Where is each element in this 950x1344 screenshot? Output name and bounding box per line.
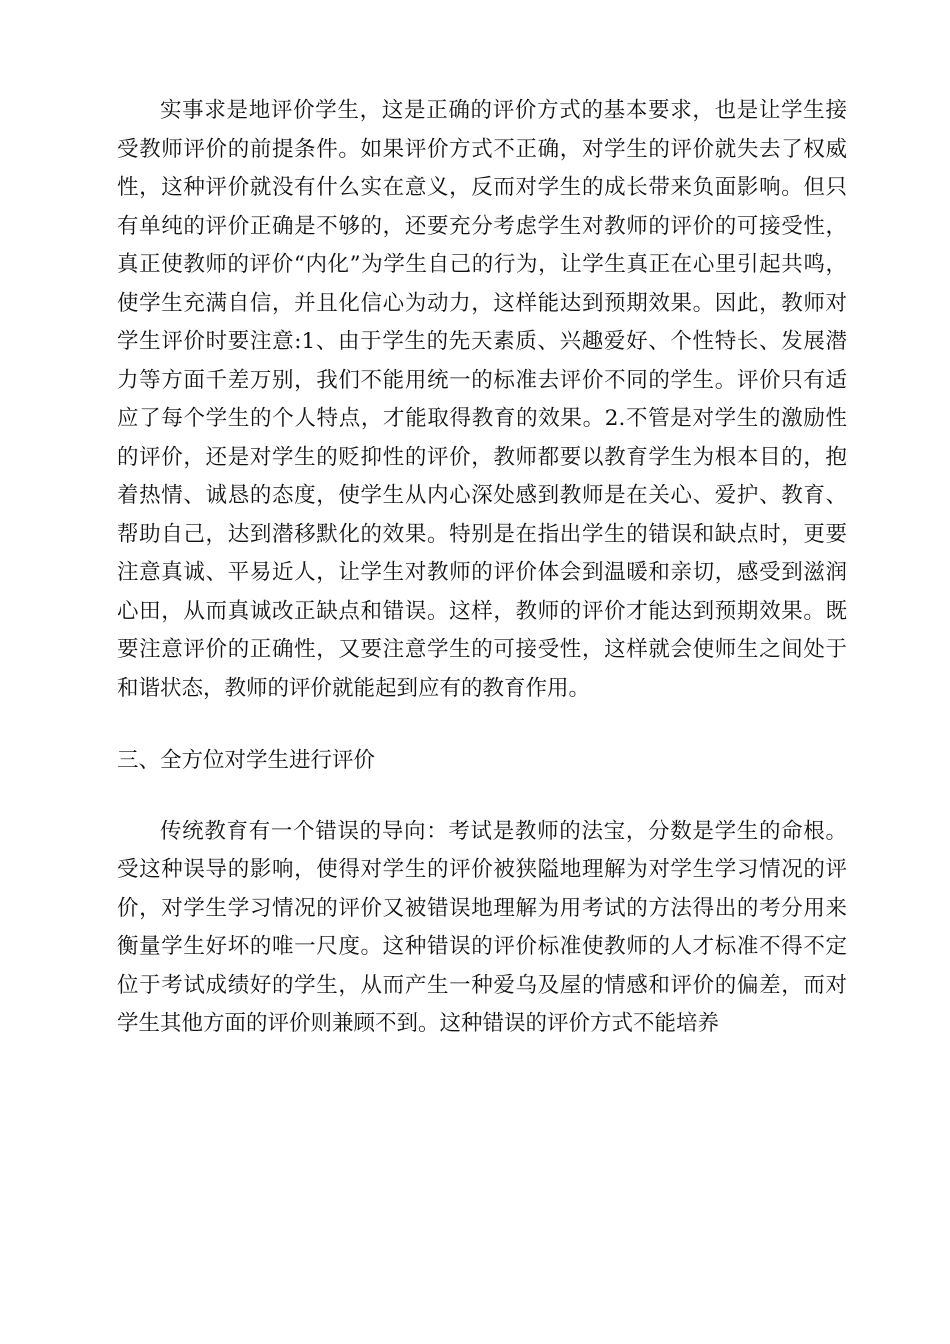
document-body	[117, 92, 847, 1044]
section-heading: 三、全方位对学生进行评价	[117, 748, 376, 773]
paragraph-traditional-education: 传统教育有一个错误的导向：考试是教师的法宝，分数是学生的命根。受这种误导的影响，使得对学生的评价被狭隘地理解为对学生学习情况的评价，对学生学习情况的评价又被错误地理解为用考试的方法得出的考分用来衡量学生好坏的唯一尺度。这种错误的评价标准使教师的人才标准不得不定位于考试成绩好的学生，从而产生一种爱乌及屋的情感和评价的偏差，而对学生其他方面的评价则兼顾不到。这种错误的评价方式不能培养	[117, 818, 847, 1036]
paragraph-evaluation-acceptance: 实事求是地评价学生，这是正确的评价方式的基本要求，也是让学生接受教师评价的前提条件。如果评价方式不正确，对学生的评价就失去了权威性，这种评价就没有什么实在意义，反而对学生的成长带来负面影响。但只有单纯的评价正确是不够的，还要充分考虑学生对教师的评价的可接受性，真正使教师的评价“内化”为学生自己的行为，让学生真正在心里引起共鸣，使学生充满自信，并且化信心为动力，这样能达到预期效果。因此，教师对学生评价时要注意:1、由于学生的先天素质、兴趣爱好、个性特长、发展潜力等方面千差万别，我们不能用统一的标准去评价不同的学生。评价只有适应了每个学生的个人特点，才能取得教育的效果。2.不管是对学生的激励性的评价，还是对学生的贬抑性的评价，教师都要以教育学生为根本目的，抱着热情、诚恳的态度，使学生从内心深处感到教师是在关心、爱护、教育、帮助自己，达到潜移默化的效果。特别是在指出学生的错误和缺点时，更要注意真诚、平易近人，让学生对教师的评价体会到温暖和亲切，感受到滋润心田，从而真诚改正缺点和错误。这样，教师的评价才能达到预期效果。既要注意评价的正确性，又要注意学生的可接受性，这样就会使师生之间处于和谐状态，教师的评价就能起到应有的教育作用。	[117, 98, 847, 701]
